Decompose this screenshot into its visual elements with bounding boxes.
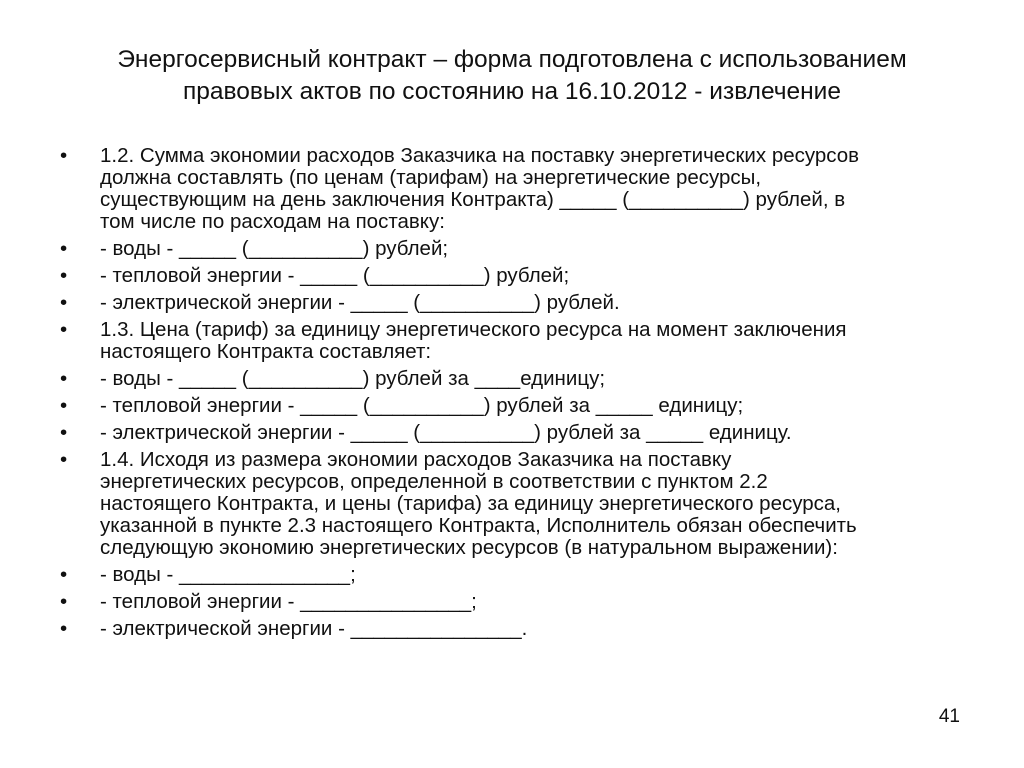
list-item-text-line: 1.4. Исходя из размера экономии расходов Заказчика на поставку <box>100 448 732 471</box>
list-item-text-line: - воды - _______________; <box>100 563 356 586</box>
list-item <box>60 422 980 444</box>
list-item-text-line: том числе по расходам на поставку: <box>100 210 445 233</box>
bullet-marker: • <box>60 367 68 390</box>
list-item-text-line: существующим на день заключения Контракта) _____ (__________) рублей, в <box>100 188 846 211</box>
list-item-text-line: - тепловой энергии - _____ (__________) рублей; <box>100 264 570 287</box>
bullet-marker: • <box>60 291 68 314</box>
bullet-marker: • <box>60 264 68 287</box>
bullet-marker: • <box>60 590 68 613</box>
list-item-text-line: должна составлять (по ценам (тарифам) на энергетические ресурсы, <box>100 166 762 189</box>
bullet-marker: • <box>60 318 68 341</box>
bullet-marker: • <box>60 563 68 586</box>
bullet-marker: • <box>60 394 68 417</box>
bullet-marker: • <box>60 237 68 260</box>
list-item-text-line: - электрической энергии - _______________. <box>100 617 528 640</box>
list-item <box>60 292 980 314</box>
list-item <box>60 265 980 287</box>
slide-title-line-2: правовых актов по состоянию на 16.10.2012 - извлечение <box>183 78 841 105</box>
list-item <box>60 449 980 559</box>
bullet-marker: • <box>60 421 68 444</box>
list-item-text-line: указанной в пункте 2.3 настоящего Контракта, Исполнитель обязан обеспечить <box>100 514 857 537</box>
list-item-text-line: следующую экономию энергетических ресурсов (в натуральном выражении): <box>100 536 838 559</box>
bullet-marker: • <box>60 617 68 640</box>
bullet-marker: • <box>60 448 68 471</box>
list-item <box>60 238 980 260</box>
list-item <box>60 618 980 640</box>
list-item <box>60 145 980 233</box>
list-item-text-line: - тепловой энергии - _____ (__________) рублей за _____ единицу; <box>100 394 744 417</box>
list-item-text-line: 1.3. Цена (тариф) за единицу энергетического ресурса на момент заключения <box>100 318 847 341</box>
bullet-marker: • <box>60 144 68 167</box>
bullet-list <box>60 145 980 645</box>
list-item <box>60 368 980 390</box>
slide-title <box>60 44 964 108</box>
list-item-text-line: энергетических ресурсов, определенной в соответствии с пунктом 2.2 <box>100 470 768 493</box>
list-item <box>60 395 980 417</box>
slide-title-line-1: Энергосервисный контракт – форма подготовлена с использованием <box>117 46 907 73</box>
list-item-text-line: - электрической энергии - _____ (__________) рублей за _____ единицу. <box>100 421 792 444</box>
list-item-text-line: - воды - _____ (__________) рублей за ____единицу; <box>100 367 606 390</box>
page-number: 41 <box>938 706 960 727</box>
list-item-text-line: настоящего Контракта, и цены (тарифа) за единицу энергетического ресурса, <box>100 492 842 515</box>
list-item-text-line: - тепловой энергии - _______________; <box>100 590 477 613</box>
list-item-text-line: настоящего Контракта составляет: <box>100 340 432 363</box>
list-item <box>60 319 980 363</box>
list-item <box>60 564 980 586</box>
list-item <box>60 591 980 613</box>
list-item-text-line: - электрической энергии - _____ (__________) рублей. <box>100 291 620 314</box>
list-item-text-line: 1.2. Сумма экономии расходов Заказчика на поставку энергетических ресурсов <box>100 144 860 167</box>
list-item-text-line: - воды - _____ (__________) рублей; <box>100 237 449 260</box>
